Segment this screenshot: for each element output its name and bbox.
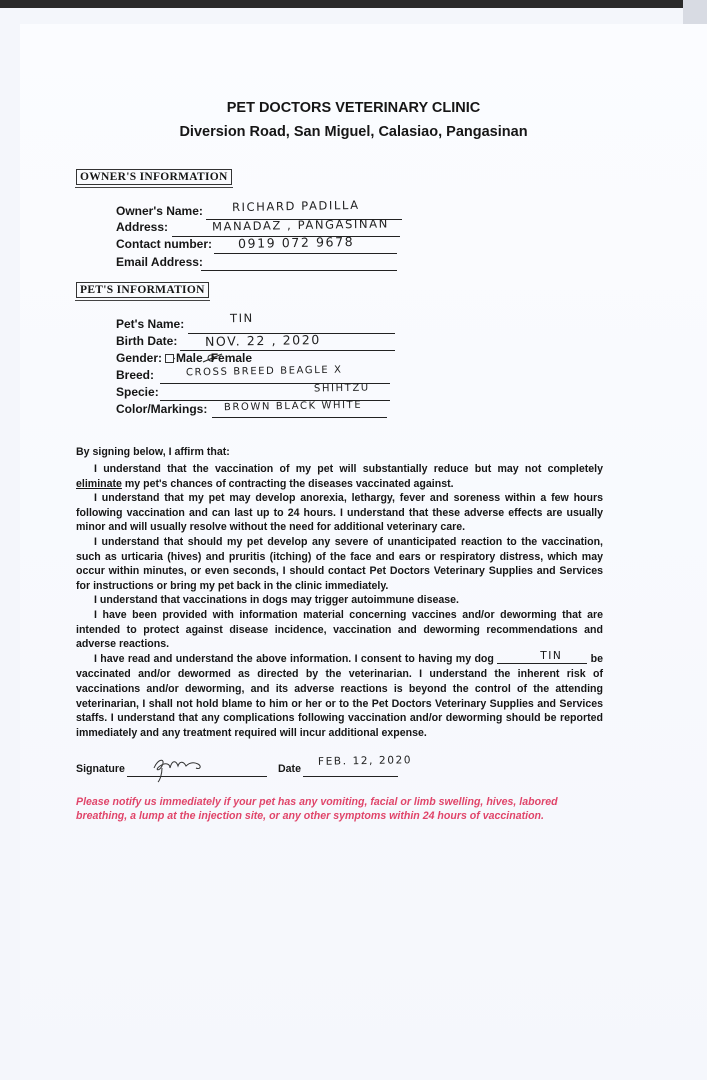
consent-p1-b: my pet's chances of contracting the diseases vaccinated against. [121,477,454,490]
owner-contact-value[interactable]: 0919 072 9678 [237,233,355,252]
pet-specie-label: Specie: [116,385,159,399]
handwritten-signature [150,754,210,784]
consent-p6 [76,649,603,741]
male-checkbox[interactable] [165,354,174,363]
consent-p5: I have been provided with information material concerning vaccines and/or deworming that are intended to protect against disease incidence, vaccination and deworming recommendations and adverse reactions. [76,608,603,651]
consent-p6-a: I have read and understand the above information. I consent to having my dog [94,652,494,665]
consent-p1-underlined: eliminate [76,477,122,490]
pet-name-value[interactable]: TIN [229,310,254,326]
scan-top-edge [0,0,707,8]
consent-p2: I understand that my pet may develop anorexia, lethargy, fever and soreness within a few hours following vaccination and can last up to 24 hours. I understand that these adverse effects are usually minor and will usually resolve without the need for additional veterinary care. [76,492,603,534]
owner-name-label: Owner's Name: [116,204,203,218]
date-value[interactable]: FEB. 12, 2020 [317,754,413,768]
pet-color-value[interactable]: BROWN BLACK WHITE [223,399,363,414]
date-line [303,776,398,777]
pet-section-heading: PET'S INFORMATION [76,282,209,298]
owner-email-label: Email Address: [116,255,203,269]
pet-breed-label: Breed: [116,368,155,382]
clinic-address: Diversion Road, San Miguel, Calasiao, Pangasinan [179,124,528,140]
consent-p3: I understand that should my pet develop any severe of unanticipated reaction to the vaccination, such as urticaria (hives) and pruritis (itching) of the face and ears or respiratory distress, which may occur within minutes, or even seconds, I should contact Pet Doctors Veterinary Supplies and Services for instructions or bring my pet back in the clinic immediately. [76,535,603,592]
pet-name-label: Pet's Name: [116,317,185,331]
pet-birth-value[interactable]: NOV. 22 , 2020 [204,331,322,350]
consent-body [76,462,603,740]
vaccination-notice: Please notify us immediately if your pet has any vomiting, facial or limb swelling, hives, labored breathing, a lump at the injection site, or any other symptoms within 24 hours of vaccination. [76,796,558,822]
pet-gender-female: Female [210,351,253,365]
owner-email-line [201,270,397,271]
pet-specie-value[interactable]: SHIHTZU [313,382,370,395]
pet-gender-row [116,351,252,365]
owner-address-label: Address: [116,220,169,234]
female-check-mark [202,352,224,364]
consent-dog-name[interactable]: TIN [497,649,587,665]
consent-p1-a: I understand that the vaccination of my pet will substantially reduce but may not completely [94,463,603,475]
owner-address-value[interactable]: MANADAZ , PANGASINAN [211,216,389,234]
owner-name-value[interactable]: RICHARD PADILLA [231,197,360,215]
owner-contact-label: Contact number: [116,237,212,251]
pet-birth-label: Birth Date: [116,334,178,348]
signature-label: Signature [76,763,125,775]
date-label: Date [278,763,301,775]
consent-p1 [76,462,603,491]
consent-p6-b: be vaccinated and/or dewormed as directed by the veterinarian. I understand the inherent risk of vaccinations and/or deworming, and its adverse reactions is beyond the control of the attending veterinarian, I shall not hold blame to him or her or to the Pet Doctors Veterinary Supplies and Services staffs. I understand that any complications following vaccination and/or deworming should be reported immediately and any treatment required will incur additional expense. [76,652,603,739]
pet-color-label: Color/Markings: [116,402,208,416]
pet-breed-value[interactable]: CROSS BREED BEAGLE X [185,364,343,379]
owner-section-heading: OWNER'S INFORMATION [76,169,232,185]
pet-color-line [212,417,387,418]
consent-p4: I understand that vaccinations in dogs may trigger autoimmune disease. [94,594,459,607]
consent-intro: By signing below, I affirm that: [76,446,230,458]
pet-gender-male: Male [176,351,203,365]
pet-gender-label: Gender: [116,351,163,365]
clinic-name: PET DOCTORS VETERINARY CLINIC [226,100,481,116]
owner-contact-line [214,253,397,254]
